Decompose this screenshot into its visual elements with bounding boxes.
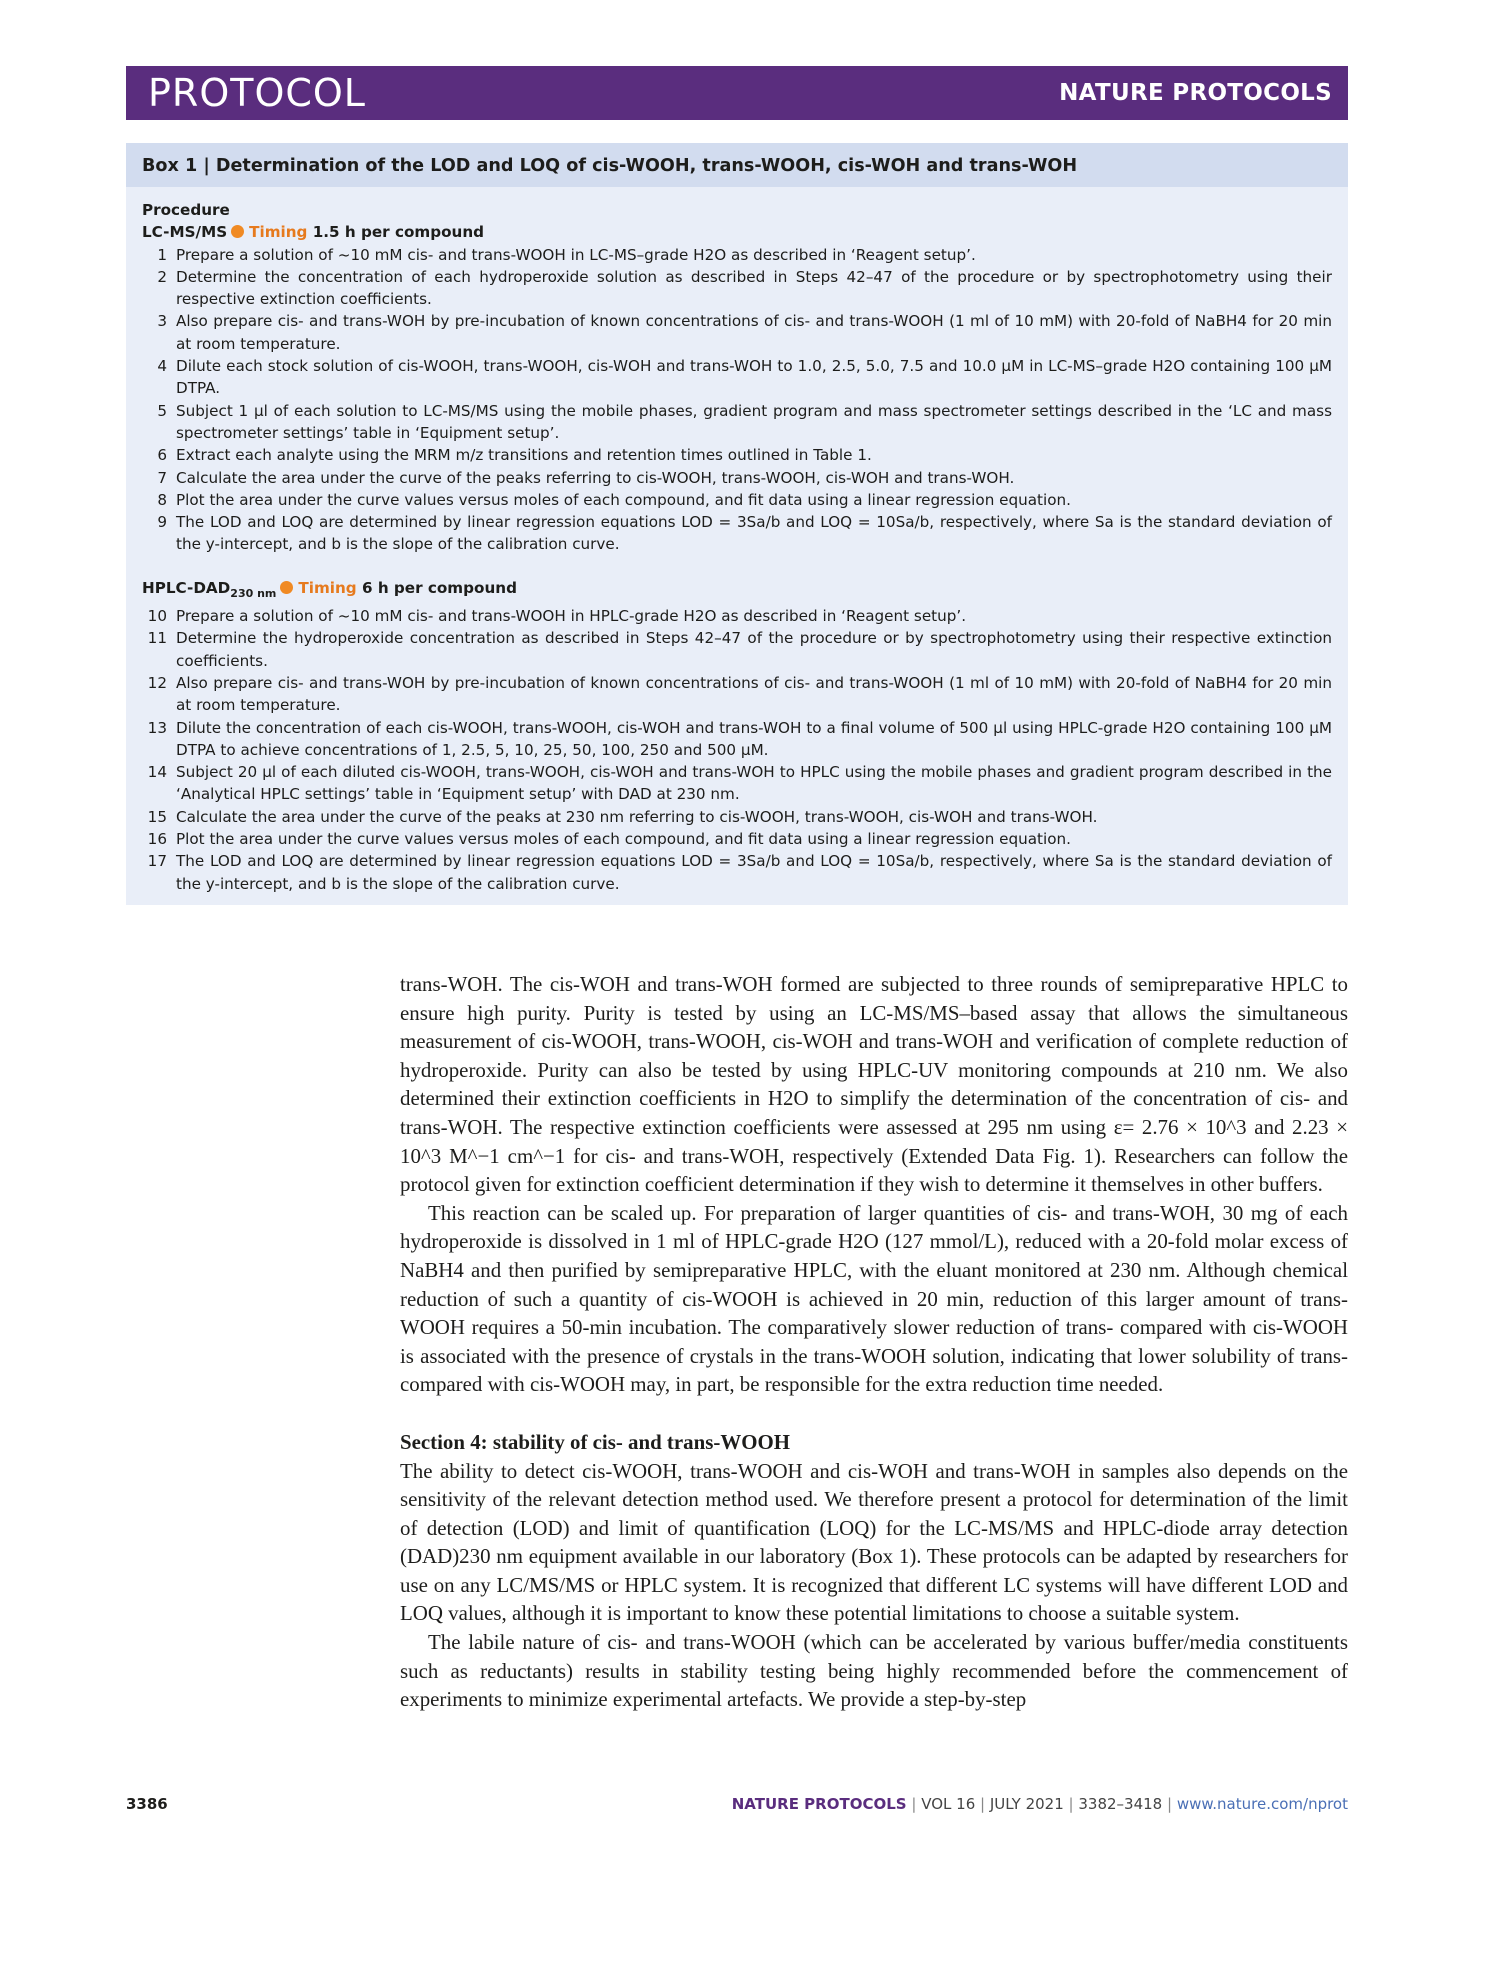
hplc-steps bbox=[142, 605, 1332, 895]
step bbox=[142, 511, 1332, 556]
step-text: Subject 1 μl of each solution to LC-MS/MS using the mobile phases, gradient program and mass spectrometer settings described in the ‘LC and mass spectrometer settings’ table in ‘Equipment setup’. bbox=[176, 401, 1332, 442]
step-number: 16 bbox=[147, 830, 167, 849]
step-text: Plot the area under the curve values versus moles of each compound, and fit data using a linear regression equation. bbox=[176, 490, 1071, 509]
step bbox=[142, 467, 1332, 489]
step-text: Plot the area under the curve values versus moles of each compound, and fit data using a linear regression equation. bbox=[176, 830, 1071, 849]
paragraph: The labile nature of cis- and trans-WOOH (which can be accelerated by various buffer/media constituents such as reductants) results in stability testing being highly recommended before the commencement of experiments to minimize experimental artefacts. We provide a step-by-step bbox=[400, 1630, 1348, 1712]
step-number: 12 bbox=[147, 673, 167, 692]
step bbox=[142, 355, 1332, 400]
footer-journal: NATURE PROTOCOLS bbox=[731, 1795, 907, 1813]
step-text: Also prepare cis- and trans-WOH by pre-incubation of known concentrations of cis- and trans-WOOH (1 ml of 10 mM) with 20-fold of NaBH4 for 20 min at room temperature. bbox=[176, 673, 1332, 715]
lcms-steps bbox=[142, 244, 1332, 556]
footer-pages: 3382–3418 bbox=[1078, 1795, 1163, 1813]
step bbox=[142, 400, 1332, 445]
step-number: 5 bbox=[157, 401, 167, 420]
timing-word: Timing bbox=[298, 578, 357, 597]
step-number: 11 bbox=[147, 629, 167, 648]
step-number: 10 bbox=[147, 607, 167, 626]
hplc-timing-value: 6 h per compound bbox=[361, 578, 517, 597]
step bbox=[142, 605, 1332, 627]
step-text: Determine the concentration of each hydroperoxide solution as described in Steps 42–47 of the procedure or by spectrophotometry using their respective extinction coefficients. bbox=[176, 267, 1332, 309]
step-number: 3 bbox=[157, 312, 167, 331]
step-text: Calculate the area under the curve of the peaks referring to cis-WOOH, trans-WOOH, cis-WOH and trans-WOH. bbox=[176, 468, 1015, 487]
paragraph: This reaction can be scaled up. For preparation of larger quantities of cis- and trans-WOH, 30 mg of each hydroperoxide is dissolved in 1 ml of HPLC-grade H2O (127 mmol/L), reduced with a 20-fold molar excess of NaBH4 and then purified by semipreparative HPLC, with the eluant monitored at 230 nm. Although chemical reduction of such a quantity of cis-WOOH is achieved in 20 min, reduction of this larger amount of trans-WOOH requires a 50-min incubation. The comparatively slower reduction of trans- compared with cis-WOOH is associated with the presence of crystals in the trans-WOOH solution, indicating that lower solubility of trans- compared with cis-WOOH may, in part, be responsible for the extra reduction time needed. bbox=[400, 1200, 1348, 1397]
timing-dot-icon bbox=[231, 225, 244, 238]
step-number: 8 bbox=[157, 490, 167, 509]
hplc-label-subscript: 230 nm bbox=[230, 586, 277, 600]
paragraph: The ability to detect cis-WOOH, trans-WOOH and cis-WOH and trans-WOH in samples also depends on the sensitivity of the relevant detection method used. We therefore present a protocol for determination of the limit of detection (LOD) and limit of quantification (LOQ) for the LC-MS/MS and HPLC-diode array detection (DAD)230 nm equipment available in our laboratory (Box 1). These protocols can be adapted by researchers for use on any LC/MS/MS or HPLC system. It is recognized that different LC systems will have different LOD and LOQ values, although it is important to know these potential limitations to choose a suitable system. bbox=[400, 1458, 1348, 1626]
box-content bbox=[126, 187, 1348, 895]
lcms-section-heading bbox=[142, 221, 1332, 243]
step bbox=[142, 672, 1332, 717]
step-number: 17 bbox=[147, 852, 167, 871]
step-text: Prepare a solution of ~10 mM cis- and trans-WOOH in LC-MS–grade H2O as described in ‘Reagent setup’. bbox=[176, 245, 976, 264]
step bbox=[142, 806, 1332, 828]
page-number: 3386 bbox=[126, 1795, 168, 1813]
step-text: The LOD and LOQ are determined by linear regression equations LOD = 3Sa/b and LOQ = 10Sa/b, respectively, where Sa is the standard deviation of the y-intercept, and b is the slope of the calibration curve. bbox=[176, 852, 1332, 893]
step bbox=[142, 627, 1332, 672]
timing-dot-icon bbox=[280, 581, 293, 594]
lcms-label: LC-MS/MS bbox=[142, 223, 228, 242]
box-1 bbox=[126, 143, 1348, 905]
step-number: 7 bbox=[157, 468, 167, 487]
step bbox=[142, 828, 1332, 850]
footer-volume: VOL 16 bbox=[921, 1795, 976, 1813]
page-footer bbox=[126, 1795, 1348, 1817]
footer-date: JULY 2021 bbox=[989, 1795, 1064, 1813]
step-number: 13 bbox=[147, 718, 167, 737]
step bbox=[142, 717, 1332, 762]
step-text: Subject 20 μl of each diluted cis-WOOH, trans-WOOH, cis-WOH and trans-WOH to HPLC using the mobile phases and gradient program described in the ‘Analytical HPLC settings’ table in ‘Equipment setup’ with DAD at 230 nm. bbox=[176, 763, 1332, 804]
step-text: Prepare a solution of ~10 mM cis- and trans-WOOH in HPLC-grade H2O as described in ‘Reagent setup’. bbox=[176, 607, 967, 626]
footer-url-link[interactable]: www.nature.com/nprot bbox=[1176, 1795, 1348, 1813]
step bbox=[142, 266, 1332, 311]
step bbox=[142, 244, 1332, 266]
section-heading: Section 4: stability of cis- and trans-WOOH bbox=[400, 1429, 790, 1454]
step bbox=[142, 489, 1332, 511]
step-number: 1 bbox=[157, 245, 167, 264]
step bbox=[142, 761, 1332, 806]
step-text: Determine the hydroperoxide concentration as described in Steps 42–47 of the procedure or by spectrophotometry using their respective extinction coefficients. bbox=[176, 629, 1332, 670]
footer-citation: NATURE PROTOCOLS | VOL 16 | JULY 2021 | 3382–3418 | www.nature.com/nprot bbox=[731, 1795, 1348, 1813]
step-text: Extract each analyte using the MRM m/z transitions and retention times outlined in Table 1. bbox=[176, 446, 872, 465]
timing-word: Timing bbox=[249, 223, 308, 242]
step-number: 15 bbox=[147, 807, 167, 826]
step-text: The LOD and LOQ are determined by linear regression equations LOD = 3Sa/b and LOQ = 10Sa/b, respectively, where Sa is the standard deviation of the y-intercept, and b is the slope of the calibration curve. bbox=[176, 513, 1332, 554]
step-text: Calculate the area under the curve of the peaks at 230 nm referring to cis-WOOH, trans-WOOH, cis-WOH and trans-WOH. bbox=[176, 807, 1098, 826]
header-journal-name: NATURE PROTOCOLS bbox=[1059, 80, 1332, 106]
step-number: 6 bbox=[157, 446, 167, 465]
hplc-label: HPLC-DAD bbox=[142, 578, 231, 597]
page-header bbox=[126, 66, 1348, 120]
step-number: 4 bbox=[157, 357, 167, 376]
paragraph: trans-WOH. The cis-WOH and trans-WOH formed are subjected to three rounds of semipreparative HPLC to ensure high purity. Purity is tested by using an LC-MS/MS–based assay that allows the simultaneous measurement of cis-WOOH, trans-WOOH, cis-WOH and trans-WOH and verification of complete reduction of hydroperoxide. Purity can also be tested by using HPLC-UV monitoring compounds at 210 nm. We also determined their extinction coefficients in H2O to simplify the determination of the concentration of cis- and trans-WOH. The respective extinction coefficients were assessed at 295 nm using ε= 2.76 × 10^3 and 2.23 × 10^3 M^−1 cm^−1 for cis- and trans-WOH, respectively (Extended Data Fig. 1). Researchers can follow the protocol given for extinction coefficient determination if they wish to determine it themselves in other buffers. bbox=[400, 972, 1348, 1197]
step bbox=[142, 310, 1332, 355]
step-number: 9 bbox=[157, 513, 167, 532]
step-number: 14 bbox=[147, 763, 167, 782]
step-text: Also prepare cis- and trans-WOH by pre-incubation of known concentrations of cis- and trans-WOOH (1 ml of 10 mM) with 20-fold of NaBH4 for 20 min at room temperature. bbox=[176, 312, 1332, 353]
header-protocol-label: PROTOCOL bbox=[148, 71, 366, 115]
step-text: Dilute the concentration of each cis-WOOH, trans-WOOH, cis-WOH and trans-WOH to a final volume of 500 μl using HPLC-grade H2O containing 100 μM DTPA to achieve concentrations of 1, 2.5, 5, 10, 25, 50, 100, 250 and 500 μM. bbox=[176, 718, 1332, 759]
step bbox=[142, 850, 1332, 895]
main-text bbox=[400, 970, 1348, 1714]
lcms-timing-value: 1.5 h per compound bbox=[312, 223, 485, 242]
step bbox=[142, 444, 1332, 466]
procedure-label: Procedure bbox=[142, 201, 230, 219]
box-title: Box 1 | Determination of the LOD and LOQ of cis-WOOH, trans-WOOH, cis-WOH and trans-WOH bbox=[126, 143, 1348, 187]
step-number: 2 bbox=[157, 267, 167, 286]
step-text: Dilute each stock solution of cis-WOOH, trans-WOOH, cis-WOH and trans-WOH to 1.0, 2.5, 5.0, 7.5 and 10.0 μM in LC-MS–grade H2O containing 100 μM DTPA. bbox=[176, 357, 1332, 398]
hplc-section-heading bbox=[142, 577, 1332, 605]
